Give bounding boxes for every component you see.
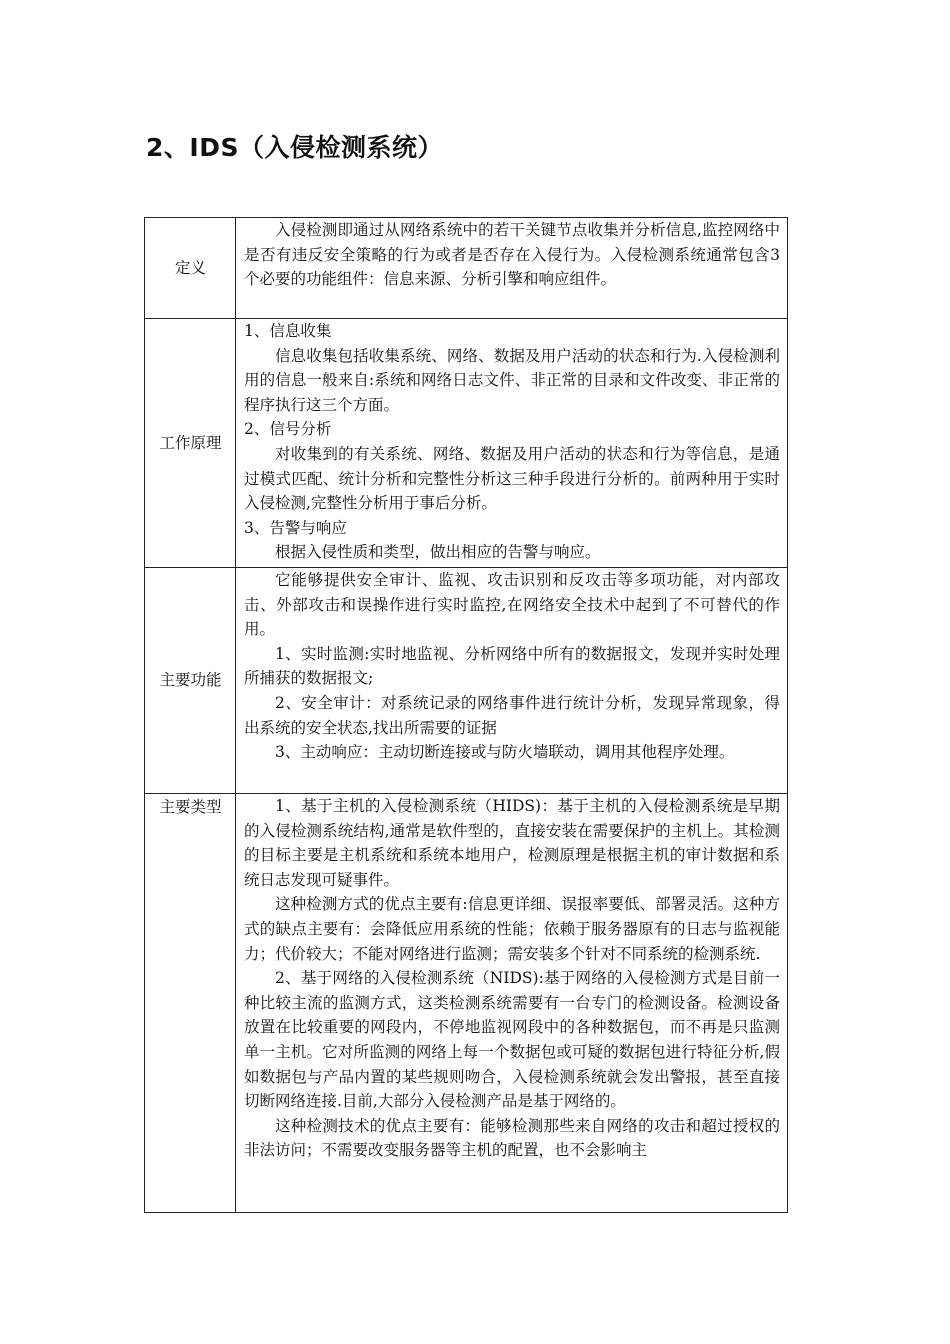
functions-item: 2、安全审计：对系统记录的网络事件进行统计分析，发现异常现象，得出系统的安全状态,找出所需要的证据 <box>244 693 780 737</box>
principle-subheading: 1、信息收集 <box>244 322 332 340</box>
principle-text: 根据入侵性质和类型，做出相应的告警与响应。 <box>275 543 601 562</box>
row-content-types <box>236 794 788 1213</box>
types-text: 这种检测方式的优点主要有:信息更详细、误报率要低、部署灵活。这种方式的缺点主要有：会降低应用系统的性能；依赖于服务器原有的日志与监视能力；代价较大；不能对网络进行监测；需安装多个针对不同系统的检测系统. <box>244 895 780 963</box>
types-text: 这种检测技术的优点主要有：能够检测那些来自网络的攻击和超过授权的非法访问；不需要改变服务器等主机的配置，也不会影响主 <box>244 1116 780 1160</box>
principle-text: 对收集到的有关系统、网络、数据及用户活动的状态和行为等信息，是通过模式匹配、统计分析和完整性分析这三种手段进行分析的。前两种用于实时入侵检测,完整性分析用于事后分析。 <box>244 444 780 513</box>
principle-subheading: 2、信号分析 <box>244 420 332 439</box>
types-text: 2、基于网络的入侵检测系统（NIDS):基于网络的入侵检测方式是目前一种比较主流的监测方式，这类检测系统需要有一台专门的检测设备。检测设备放置在比较重要的网段内，不停地监视网段中的各种数据包，而不再是只监测单一主机。它对所监测的网络上每一个数据包或可疑的数据包进行特征分析,假如数据包与产品内置的某些规则吻合，入侵检测系统就会发出警报，甚至直接切断网络连接.目前,大部分入侵检测产品是基于网络的。 <box>244 969 780 1111</box>
row-label-principle: 工作原理 <box>145 319 236 568</box>
definition-text: 入侵检测即通过从网络系统中的若干关键节点收集并分析信息,监控网络中是否有违反安全策略的行为或者是否存在入侵行为。入侵检测系统通常包含3个必要的功能组件：信息来源、分析引擎和响应组件。 <box>244 221 780 289</box>
principle-subheading: 3、告警与响应 <box>244 518 347 537</box>
section-heading: 2、IDS（入侵检测系统） <box>146 133 443 162</box>
principle-text: 信息收集包括收集系统、网络、数据及用户活动的状态和行为.入侵检测利用的信息一般来自:系统和网络日志文件、非正常的目录和文件改变、非正常的程序执行这三个方面。 <box>244 346 780 414</box>
functions-text: 它能够提供安全审计、监视、攻击识别和反攻击等多项功能，对内部攻击、外部攻击和误操作进行实时监控,在网络安全技术中起到了不可替代的作用。 <box>244 571 780 639</box>
row-content-functions <box>236 568 788 794</box>
table-row-principle <box>145 319 788 568</box>
table-row-functions <box>145 568 788 794</box>
types-text-clip <box>244 794 780 1212</box>
functions-item: 3、主动响应：主动切断连接或与防火墙联动，调用其他程序处理。 <box>275 743 735 762</box>
table-row-definition <box>145 218 788 319</box>
row-label-definition: 定义 <box>145 218 236 319</box>
ids-table <box>144 217 788 1213</box>
table-row-types <box>145 794 788 1213</box>
row-label-functions: 主要功能 <box>145 568 236 794</box>
row-content-principle <box>236 319 788 568</box>
functions-item: 1、实时监测:实时地监视、分析网络中所有的数据报文，发现并实时处理所捕获的数据报文; <box>244 644 780 688</box>
row-content-definition <box>236 218 788 319</box>
row-label-types: 主要类型 <box>145 794 236 1213</box>
types-text: 1、基于主机的入侵检测系统（HIDS)：基于主机的入侵检测系统是早期的入侵检测系统结构,通常是软件型的，直接安装在需要保护的主机上。其检测的目标主要是主机系统和系统本地用户，检测原理是根据主机的审计数据和系统日志发现可疑事件。 <box>244 797 780 889</box>
